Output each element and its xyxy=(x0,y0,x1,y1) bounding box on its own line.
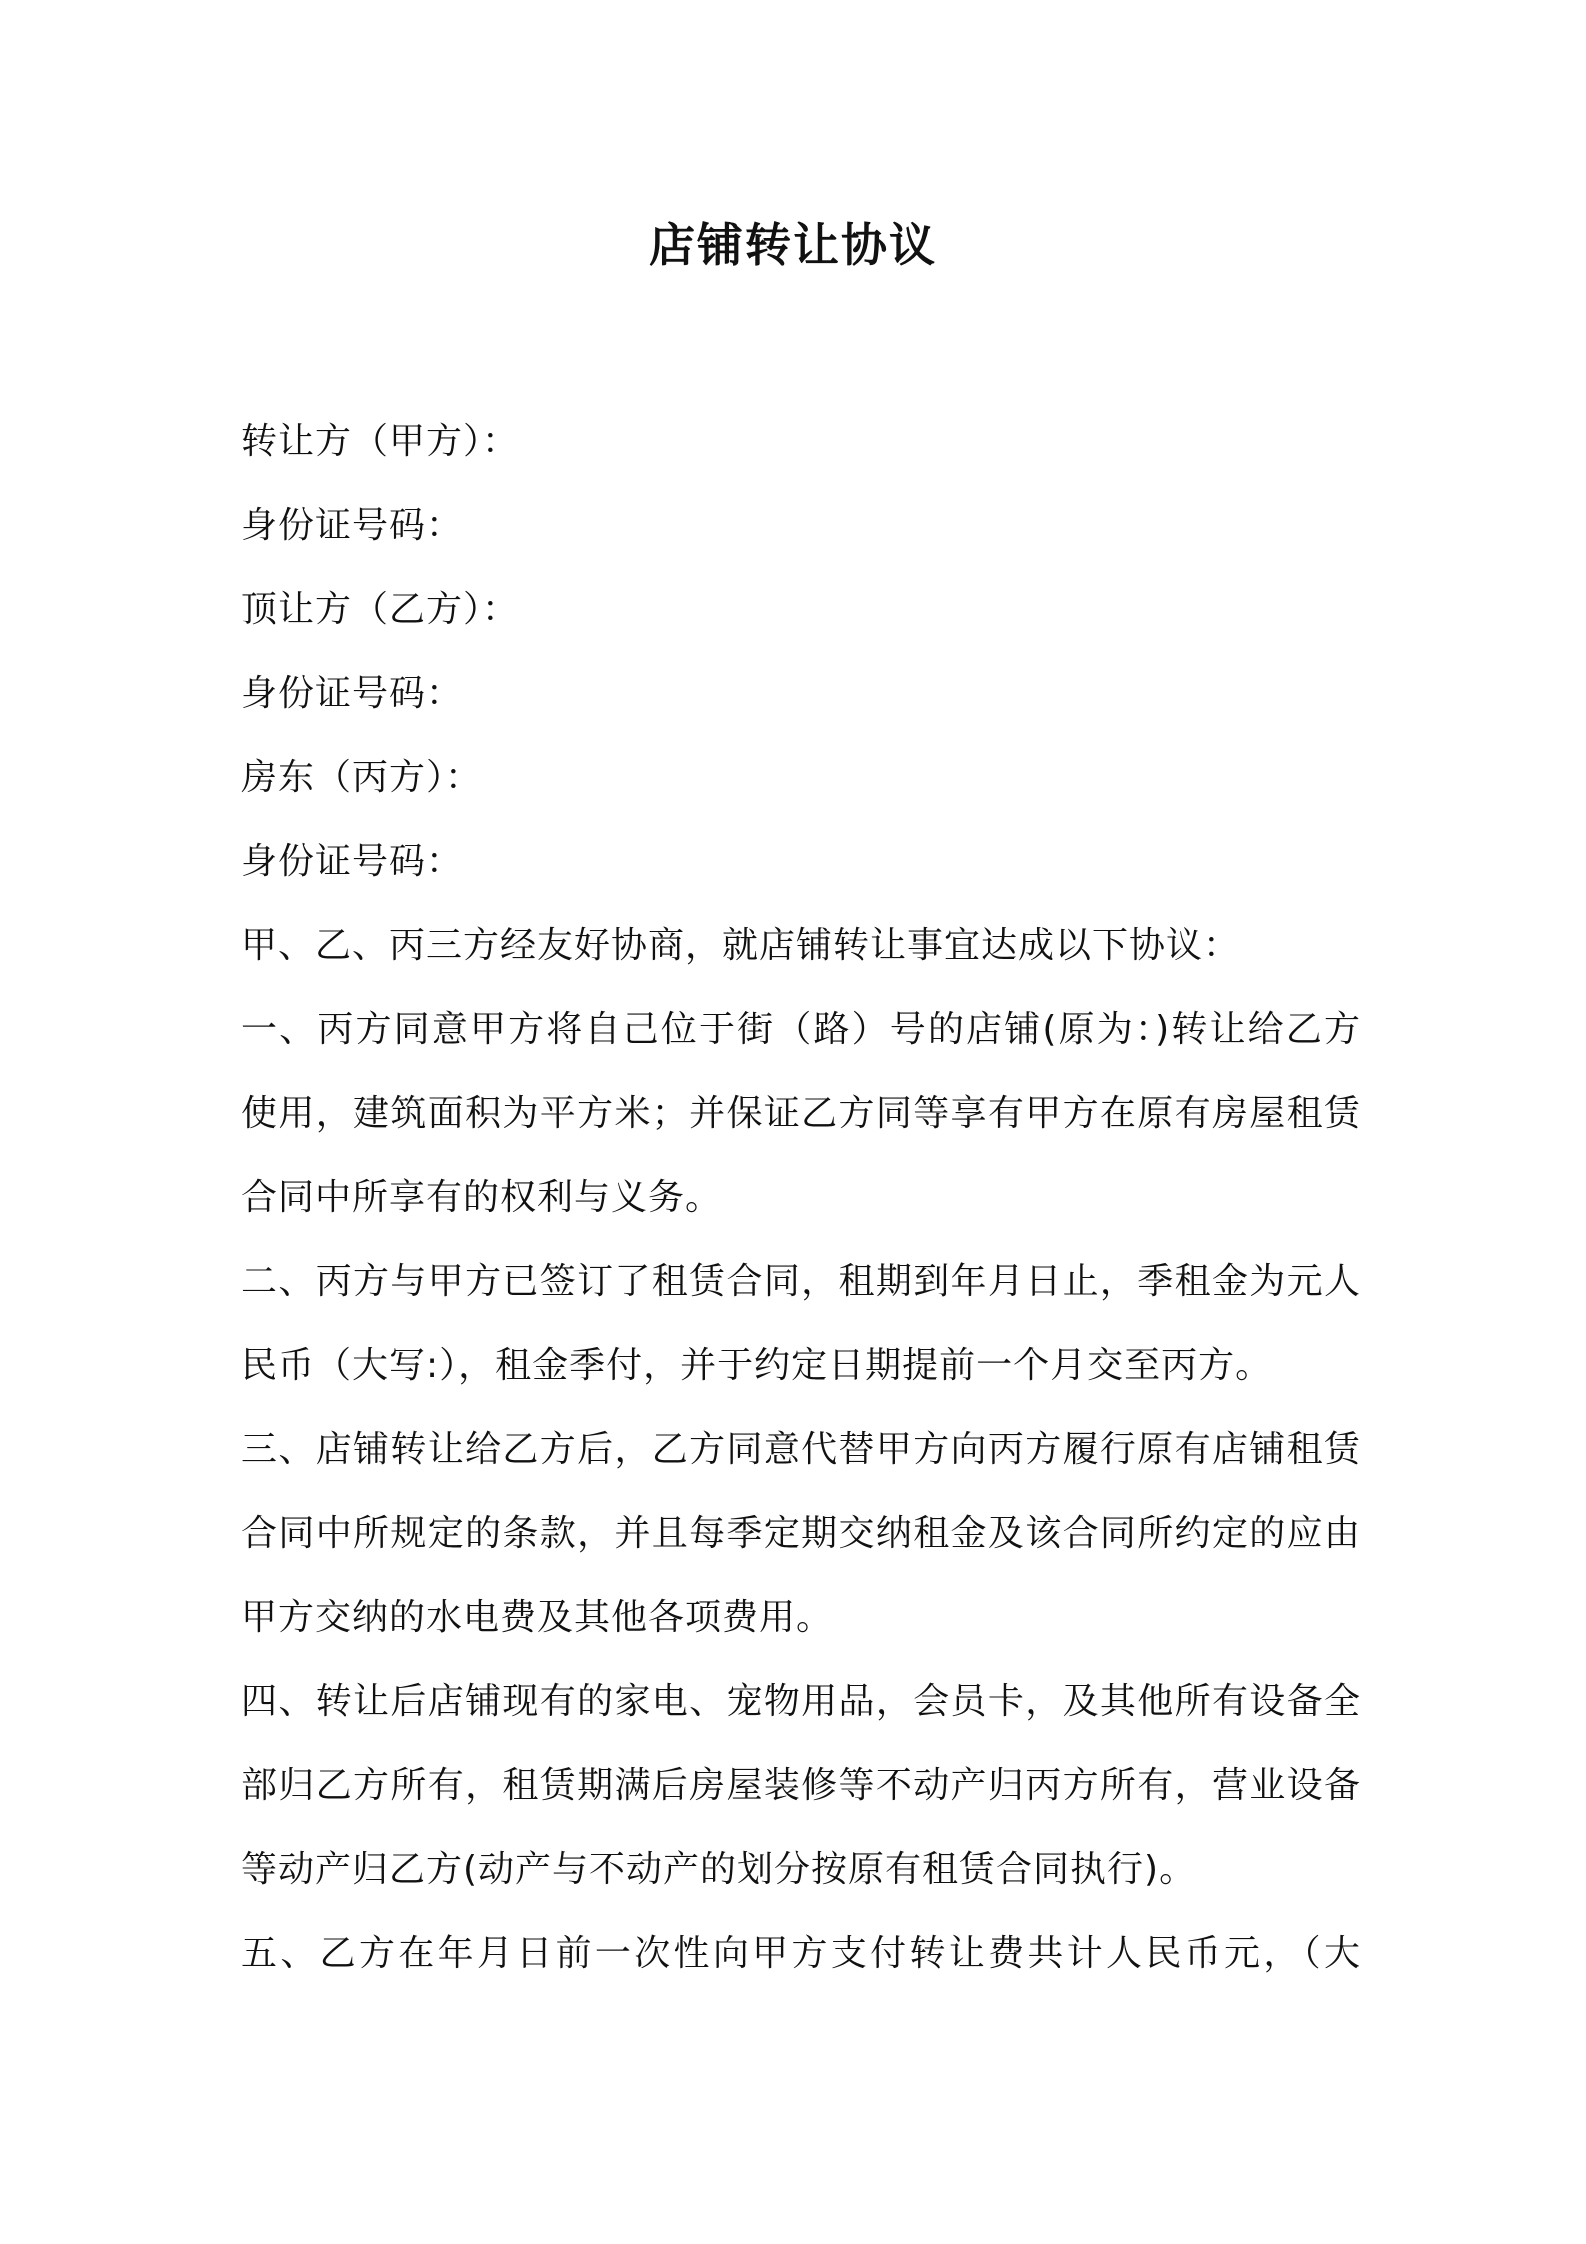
party-a-id-line: 身份证号码： xyxy=(241,505,464,546)
clause-1-line-3: 合同中所享有的权利与义务。 xyxy=(241,1177,723,1218)
clause-1-line-2: 使用，建筑面积为平方米；并保证乙方同等享有甲方在原有房屋租赁 xyxy=(241,1093,1361,1134)
document-title: 店铺转让协议 xyxy=(649,218,937,272)
agreement-intro-line: 甲、乙、丙三方经友好协商，就店铺转让事宜达成以下协议： xyxy=(241,925,1241,966)
clause-4-line-2: 部归乙方所有，租赁期满后房屋装修等不动产归丙方所有，营业设备 xyxy=(241,1765,1361,1806)
clause-2-line-2: 民币（大写:），租金季付，并于约定日期提前一个月交至丙方。 xyxy=(241,1345,1273,1386)
clause-5-line-1: 五、乙方在年月日前一次性向甲方支付转让费共计人民币元，（大 xyxy=(241,1933,1361,1974)
party-a-line: 转让方（甲方）： xyxy=(241,421,520,462)
clause-4-line-1: 四、转让后店铺现有的家电、宠物用品，会员卡，及其他所有设备全 xyxy=(241,1681,1361,1722)
clause-4-line-3: 等动产归乙方(动产与不动产的划分按原有租赁合同执行)。 xyxy=(241,1849,1197,1890)
party-b-line: 顶让方（乙方）： xyxy=(241,589,520,630)
clause-2-line-1: 二、丙方与甲方已签订了租赁合同，租期到年月日止，季租金为元人 xyxy=(241,1261,1361,1302)
clause-3-line-3: 甲方交纳的水电费及其他各项费用。 xyxy=(241,1597,834,1638)
clause-3-line-2: 合同中所规定的条款，并且每季定期交纳租金及该合同所约定的应由 xyxy=(241,1513,1361,1554)
party-b-id-line: 身份证号码： xyxy=(241,673,464,714)
document-body xyxy=(241,400,1361,1996)
party-c-line: 房东（丙方）： xyxy=(241,757,483,798)
clause-3-line-1: 三、店铺转让给乙方后，乙方同意代替甲方向丙方履行原有店铺租赁 xyxy=(241,1429,1361,1470)
clause-1-line-1: 一、丙方同意甲方将自己位于街（路）号的店铺(原为：)转让给乙方 xyxy=(241,1009,1361,1050)
party-c-id-line: 身份证号码： xyxy=(241,841,464,882)
